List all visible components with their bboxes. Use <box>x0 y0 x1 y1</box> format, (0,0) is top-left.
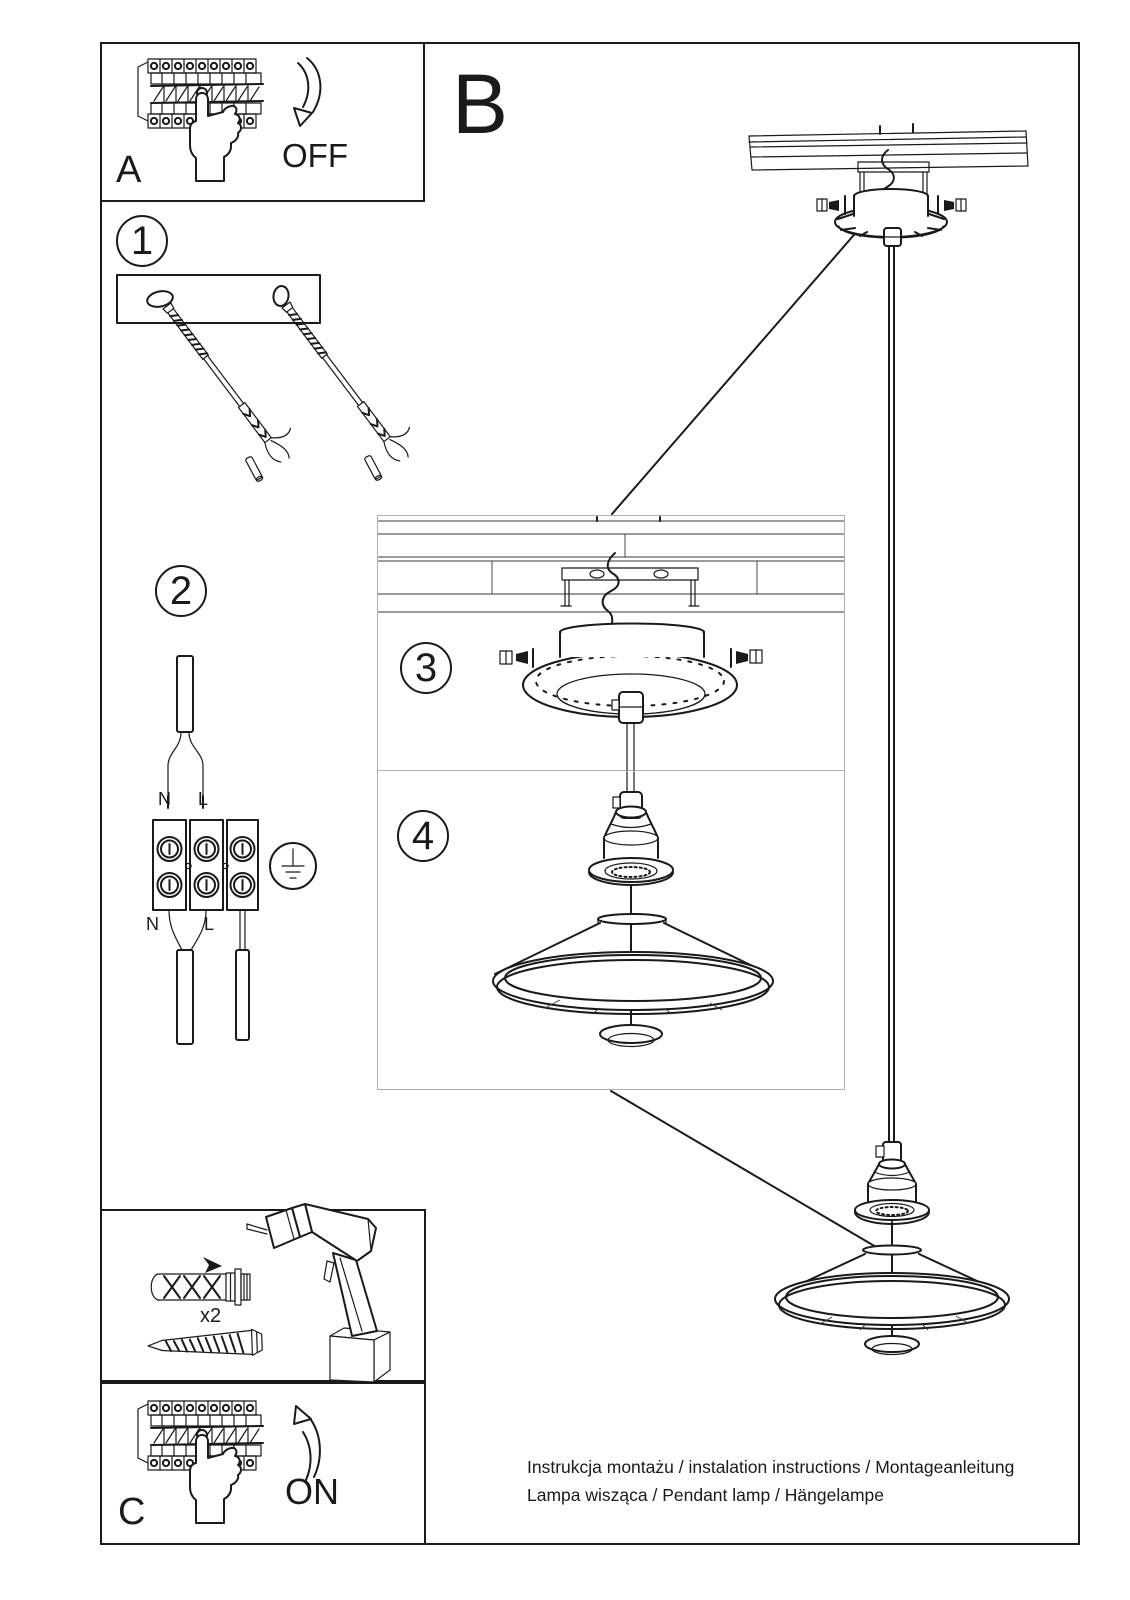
pendant-cord-drawing <box>889 246 894 1142</box>
drill-icon <box>247 1204 390 1382</box>
wall-anchor-screw-icon <box>140 291 305 483</box>
section-a-label: A <box>116 149 142 191</box>
step-4-badge <box>397 810 449 862</box>
step-4-number: 4 <box>411 813 435 858</box>
ceiling-board-drawing <box>749 124 1028 170</box>
wall-anchor-screw-icon <box>259 290 424 482</box>
mounting-bracket-drawing <box>561 568 699 606</box>
step-2-number: 2 <box>169 568 193 613</box>
off-state-label: OFF <box>282 137 348 174</box>
hook-wire-drawing <box>603 553 619 628</box>
callout-line-step3 <box>612 206 879 514</box>
anchor-quantity-label: x2 <box>200 1305 222 1327</box>
section-c-label: C <box>118 1491 146 1533</box>
side-screw-icon <box>938 196 966 214</box>
wire-neutral-top-label: N <box>158 789 171 809</box>
callout-line-step4 <box>611 1091 888 1254</box>
on-state-label: ON <box>285 1471 339 1512</box>
wire-neutral-bottom-label: N <box>146 914 159 934</box>
footer-title-line1: Instrukcja montażu / instalation instructions / Montageanleitung <box>527 1457 1015 1477</box>
wire-live-bottom-label: L <box>204 914 215 934</box>
footer-title-line2: Lampa wisząca / Pendant lamp / Hängelampe <box>527 1485 885 1505</box>
screw-icon <box>148 1329 263 1359</box>
on-arrow-icon <box>294 1406 320 1480</box>
pointing-hand-a-icon <box>190 93 241 181</box>
section-b-label: B <box>452 57 509 151</box>
terminal-block-drawing <box>153 820 258 910</box>
ground-symbol-icon <box>270 843 316 889</box>
shade-step4-drawing <box>493 914 773 1047</box>
step-1-number: 1 <box>130 218 154 263</box>
step-1-badge <box>116 215 168 267</box>
step-3-number: 3 <box>414 645 438 690</box>
wire-live-top-label: L <box>198 789 209 809</box>
ceiling-drawing <box>378 517 844 612</box>
canopy-b-drawing <box>817 189 966 246</box>
canopy-step3-drawing <box>500 624 762 771</box>
side-screw-icon <box>731 649 762 667</box>
side-screw-icon <box>817 196 845 214</box>
pendant-lamp-drawing <box>775 1142 1009 1355</box>
side-screw-icon <box>500 649 533 667</box>
off-arrow-icon <box>294 58 320 126</box>
pointing-hand-c-icon <box>190 1435 241 1523</box>
step-3-badge <box>400 642 452 694</box>
ceiling-cable-drawing <box>168 656 203 808</box>
wall-plug-icon <box>151 1257 250 1305</box>
step-2-badge <box>155 565 207 617</box>
